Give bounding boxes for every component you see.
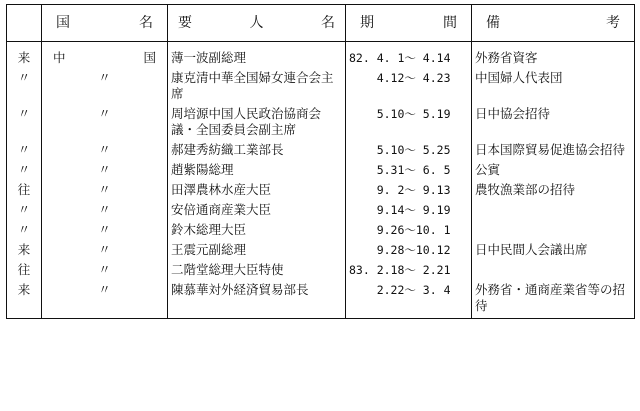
- note-cell: 日本国際貿易促進協会招待: [472, 140, 635, 160]
- table-row: [7, 280, 635, 319]
- person-cell: 陳慕華対外経済貿易部長: [168, 280, 346, 319]
- direction-cell: 来: [7, 280, 42, 319]
- note-cell: 公賓: [472, 160, 635, 180]
- header-person-3: 名: [321, 15, 335, 31]
- note-cell: [472, 200, 635, 220]
- direction-cell: 来: [7, 42, 42, 69]
- direction-cell: 〃: [7, 104, 42, 140]
- visits-table: [6, 4, 635, 319]
- person-cell: 安倍通商産業大臣: [168, 200, 346, 220]
- country-cell: [42, 180, 168, 200]
- note-cell: [472, 220, 635, 240]
- ditto-mark: 〃: [98, 222, 111, 237]
- country-cell: [42, 68, 168, 104]
- country-cell: [42, 240, 168, 260]
- period-cell: 83. 2.18～ 2.21: [346, 260, 472, 280]
- header-direction: [7, 5, 42, 42]
- country-cell: [42, 260, 168, 280]
- header-period: [346, 5, 472, 42]
- direction-cell: 来: [7, 240, 42, 260]
- person-cell: 郝建秀紡織工業部長: [168, 140, 346, 160]
- person-cell: 趙紫陽総理: [168, 160, 346, 180]
- header-note-1: 備: [486, 15, 500, 31]
- header-period-1: 期: [360, 15, 374, 31]
- direction-cell: 〃: [7, 200, 42, 220]
- note-cell: [472, 260, 635, 280]
- period-cell: 5.10～ 5.25: [346, 140, 472, 160]
- person-cell: 康克清中華全国婦女連合会主席: [168, 68, 346, 104]
- table-row: [7, 104, 635, 140]
- note-cell: 日中民間人会議出席: [472, 240, 635, 260]
- period-cell: 4.12～ 4.23: [346, 68, 472, 104]
- country-part-2: 国: [143, 50, 156, 65]
- ditto-mark: 〃: [98, 242, 111, 257]
- country-cell: [42, 160, 168, 180]
- header-country-1: 国: [56, 15, 70, 31]
- period-cell: 5.31～ 6. 5: [346, 160, 472, 180]
- note-cell: 日中協会招待: [472, 104, 635, 140]
- country-cell: [42, 280, 168, 319]
- person-cell: 二階堂総理大臣特使: [168, 260, 346, 280]
- header-note-2: 考: [606, 15, 620, 31]
- country-cell: [42, 104, 168, 140]
- direction-cell: 〃: [7, 140, 42, 160]
- header-person-2: 人: [249, 15, 264, 31]
- header-person: [168, 5, 346, 42]
- header-note: [472, 5, 635, 42]
- ditto-mark: 〃: [98, 162, 111, 177]
- note-cell: 外務省・通商産業省等の招待: [472, 280, 635, 319]
- country-cell: [42, 140, 168, 160]
- table-row: [7, 240, 635, 260]
- ditto-mark: 〃: [98, 70, 111, 85]
- ditto-mark: 〃: [98, 262, 111, 277]
- person-cell: 薄一波副総理: [168, 42, 346, 69]
- ditto-mark: 〃: [98, 202, 111, 217]
- ditto-mark: 〃: [98, 106, 111, 121]
- ditto-mark: 〃: [98, 282, 111, 297]
- direction-cell: 〃: [7, 160, 42, 180]
- note-cell: 外務省資客: [472, 42, 635, 69]
- ditto-mark: 〃: [98, 182, 111, 197]
- header-period-2: 間: [443, 15, 457, 31]
- period-cell: 9.28～10.12: [346, 240, 472, 260]
- table-row: [7, 260, 635, 280]
- period-cell: 9.14～ 9.19: [346, 200, 472, 220]
- period-cell: 9. 2～ 9.13: [346, 180, 472, 200]
- note-cell: 農牧漁業部の招待: [472, 180, 635, 200]
- table-row: [7, 200, 635, 220]
- direction-cell: 〃: [7, 220, 42, 240]
- person-cell: 周培源中国人民政治協商会議・全国委員会副主席: [168, 104, 346, 140]
- header-country-2: 名: [139, 15, 153, 31]
- country-part-1: 中: [53, 50, 66, 65]
- header-row: [7, 5, 635, 42]
- person-cell: 鈴木総理大臣: [168, 220, 346, 240]
- direction-cell: 〃: [7, 68, 42, 104]
- person-cell: 王震元副総理: [168, 240, 346, 260]
- direction-cell: 往: [7, 260, 42, 280]
- table-row: [7, 140, 635, 160]
- table-row: [7, 160, 635, 180]
- country-cell: [42, 220, 168, 240]
- country-cell: [42, 42, 168, 69]
- header-country: [42, 5, 168, 42]
- period-cell: 5.10～ 5.19: [346, 104, 472, 140]
- person-cell: 田澤農林水産大臣: [168, 180, 346, 200]
- header-person-1: 要: [178, 15, 192, 31]
- period-cell: 82. 4. 1～ 4.14: [346, 42, 472, 69]
- table-row: [7, 42, 635, 69]
- table-row: [7, 68, 635, 104]
- ditto-mark: 〃: [98, 142, 111, 157]
- direction-cell: 往: [7, 180, 42, 200]
- period-cell: 9.26～10. 1: [346, 220, 472, 240]
- note-cell: 中国婦人代表団: [472, 68, 635, 104]
- table-row: [7, 180, 635, 200]
- table-row: [7, 220, 635, 240]
- period-cell: 2.22～ 3. 4: [346, 280, 472, 319]
- country-cell: [42, 200, 168, 220]
